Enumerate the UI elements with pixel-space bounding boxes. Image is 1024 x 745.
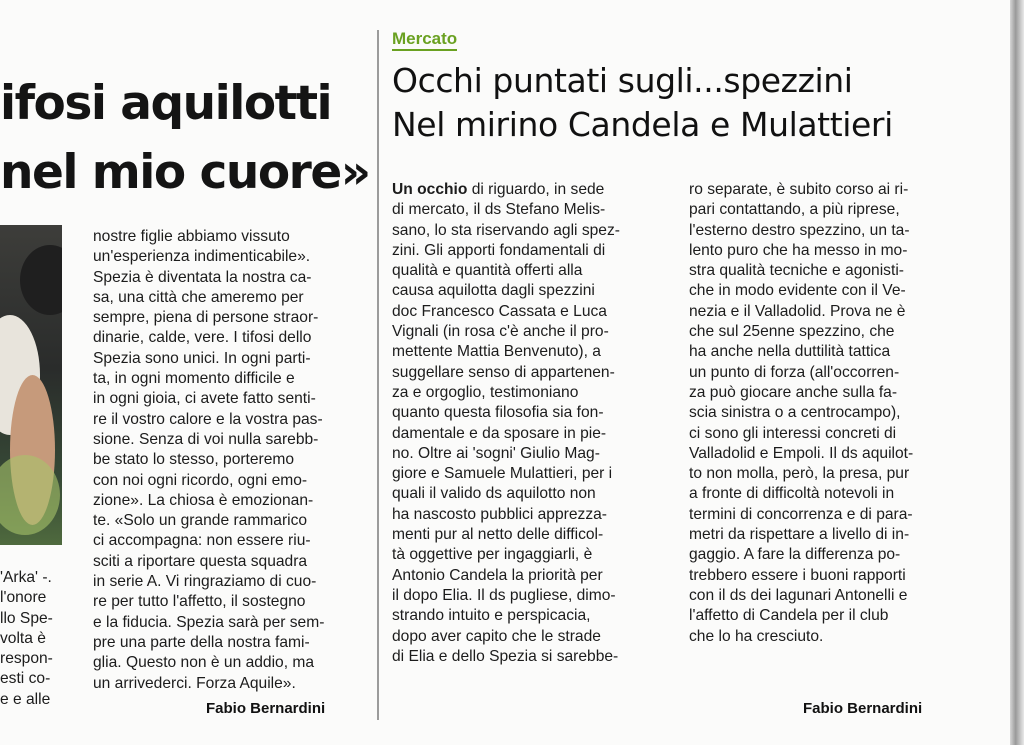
text-line: be stato lo stesso, porteremo [93, 451, 295, 469]
text-line: suggellare senso di appartenen- [392, 363, 615, 381]
text-line: pre una parte della nostra fami- [93, 633, 310, 651]
article-title-line1: Occhi puntati sugli...spezzini [392, 61, 853, 100]
section-label: Mercato [392, 30, 457, 51]
text-line: to non molla, però, la presa, pur [689, 465, 910, 483]
text-line: causa aquilotta dagli spezzini [392, 282, 595, 300]
text-line: ci accompagna: non essere riu- [93, 532, 311, 550]
text-line: za può giocare anche sulla fa- [689, 383, 898, 401]
text-line: lento puro che ha messo in mo- [689, 241, 908, 259]
first-line-rest: di riguardo, in sede [467, 181, 605, 198]
player-photo [0, 225, 62, 545]
text-line: un punto di forza (all'occorren- [689, 363, 900, 381]
text-line: nezia e il Valladolid. Prova ne è [689, 302, 906, 320]
text-line: ha anche nella duttilità tattica [689, 343, 891, 361]
text-line: Vignali (in rosa c'è anche il pro- [392, 323, 609, 341]
text-line: e e alle [0, 690, 51, 708]
right-article-column1 [392, 180, 657, 667]
column-divider [377, 30, 379, 720]
text-line: re per tutto l'affetto, il sostegno [93, 593, 306, 611]
text-line: no. Oltre ai 'sogni' Giulio Mag- [392, 444, 600, 462]
left-headline-line2: nel mio cuore» [0, 145, 370, 200]
text-line: un arrivederci. Forza Aquile». [93, 674, 296, 692]
text-line: Valladolid e Empoli. Il ds aquilot- [689, 444, 914, 462]
text-line: stra qualità tecniche e agonisti- [689, 262, 904, 280]
text-line: esti co- [0, 670, 51, 688]
text-line: ta, in ogni momento difficile e [93, 370, 295, 388]
text-line: con il ds dei lagunari Antonelli e [689, 586, 908, 604]
text-line: sempre, piena di persone straor- [93, 309, 319, 327]
text-line: il dopo Elia. Il ds pugliese, dimo- [392, 586, 616, 604]
right-article-column2 [689, 180, 955, 647]
page-edge [1010, 0, 1024, 745]
text-line: 'Arka' -. [0, 569, 52, 586]
text-line: in ogni gioia, ci avete fatto senti- [93, 390, 316, 408]
text-line: giore e Samuele Mulattieri, per i [392, 465, 613, 483]
text-line: pari contattando, a più riprese, [689, 201, 900, 219]
text-line: menti pur al netto delle difficol- [392, 526, 604, 544]
text-line: sione. Senza di voi nulla sarebb- [93, 430, 319, 448]
text-line: volta è [0, 629, 46, 647]
text-line: respon- [0, 650, 53, 668]
text-line: sano, lo sta riservando agli spez- [392, 221, 620, 239]
text-line: dinarie, calde, vere. I tifosi dello [93, 329, 312, 347]
text-line: con noi ogni ricordo, ogni emo- [93, 471, 308, 489]
text-line: damentale e da sposare in pie- [392, 424, 607, 442]
article-title-line2: Nel mirino Candela e Mulattieri [392, 105, 893, 144]
text-line: di mercato, il ds Stefano Melis- [392, 201, 606, 219]
text-line: re il vostro calore e la vostra pas- [93, 410, 323, 428]
text-line: Spezia sono unici. In ogni parti- [93, 349, 311, 367]
text-line: l'onore [0, 589, 47, 607]
text-line: strando intuito e perspicacia, [392, 607, 591, 625]
left-signature: Fabio Bernardini [206, 700, 326, 717]
text-line: Spezia è diventata la nostra ca- [93, 268, 312, 286]
left-article-body [93, 227, 356, 694]
text-line: tà oggettive per ingaggiarli, è [392, 546, 593, 564]
text-line: che in modo evidente con il Ve- [689, 282, 906, 300]
text-line: in serie A. Vi ringraziamo di cuo- [93, 573, 317, 591]
text-line: qualità e quantità offerti alla [392, 262, 583, 280]
text-line: ro separate, è subito corso ai ri- [689, 181, 909, 198]
first-line [392, 180, 657, 200]
left-strip-column [0, 568, 62, 710]
text-line: trebbero essere i buoni rapporti [689, 566, 906, 584]
text-line: zini. Gli apporti fondamentali di [392, 241, 606, 259]
text-line: l'affetto di Candela per il club [689, 607, 889, 625]
text-line: sciti a riportare questa squadra [93, 552, 308, 570]
text-line: mettente Mattia Benvenuto), a [392, 343, 601, 361]
text-line: scia sinistra o a centrocampo), [689, 404, 901, 422]
text-line: sa, una città che ameremo per [93, 288, 304, 306]
text-line: l'esterno destro spezzino, un ta- [689, 221, 910, 239]
text-line: za e orgoglio, testimoniano [392, 383, 579, 401]
text-line: gaggio. A fare la differenza po- [689, 546, 901, 564]
text-line: doc Francesco Cassata e Luca [392, 302, 607, 320]
text-line: quali il valido ds aquilotto non [392, 485, 596, 503]
text-line: nostre figlie abbiamo vissuto [93, 228, 290, 245]
text-line: zione». La chiosa è emozionan- [93, 491, 314, 509]
text-line: che lo ha cresciuto. [689, 627, 824, 645]
text-line: ci sono gli interessi concreti di [689, 424, 897, 442]
text-line: a fronte di difficoltà notevoli in [689, 485, 895, 503]
text-line: metri da rispettare a livello di in- [689, 526, 910, 544]
text-line: di Elia e dello Spezia si sarebbe- [392, 647, 619, 665]
text-line: ha nascosto pubblici apprezza- [392, 505, 607, 523]
text-line: termini di concorrenza e di para- [689, 505, 913, 523]
text-line: e la fiducia. Spezia sarà per sem- [93, 613, 325, 631]
text-line: dopo aver capito che le strade [392, 627, 601, 645]
right-signature: Fabio Bernardini [803, 700, 923, 717]
text-line: quanto questa filosofia sia fon- [392, 404, 604, 422]
text-line: glia. Questo non è un addio, ma [93, 654, 315, 672]
lede: Un occhio [392, 181, 468, 198]
text-line: un'esperienza indimenticabile». [93, 248, 311, 266]
text-line: te. «Solo un grande rammarico [93, 512, 308, 530]
text-line: llo Spe- [0, 609, 53, 627]
left-headline-line1: ifosi aquilotti [0, 76, 332, 131]
text-line: che sul 25enne spezzino, che [689, 323, 895, 341]
text-line: Antonio Candela la priorità per [392, 566, 603, 584]
